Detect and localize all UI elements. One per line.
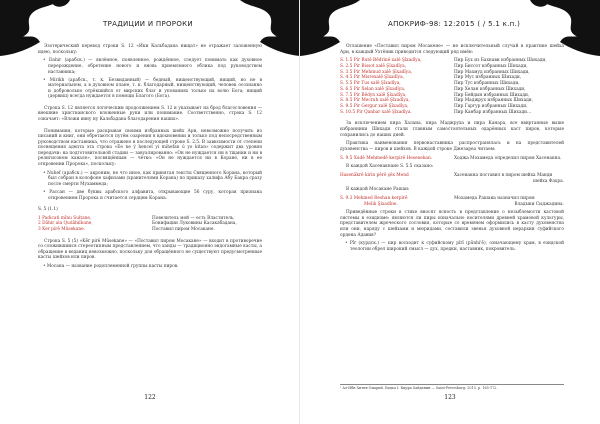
right-body-text (340, 44, 564, 255)
list-original: S. 10.5 Pir Qanbar xalê Şîxadîya. (340, 109, 412, 115)
verse-translation: Владыки Сыджадина. (514, 201, 564, 207)
list-translation: Пир Маджрух избранных Шихади, (454, 98, 534, 104)
list-translation: Пир Мус избранных Шихади, (454, 75, 522, 81)
list-original: S. 6.5 Pir Xelan xalê Şîxadîya, (340, 86, 406, 92)
paragraph: Понимания, которые раскрывая своими избранных шейх Ари, невозможно получить из писаний и книг, они обретаются путём озарения в вдохновении и только под непосредственным руководством наставника, что отражено в последующей строке S. 2.5. В зависимости от степени посвящения адепта эта строка «Ее ne ý hencel yi mihefan ú yo kitan» содержит два уровня передачи: на подготовительной стадии — завуалированно: «Он не нуждается ни в тщании и ни в религиозном канале», посвящённым — чётко: «Он не нуждается ни в Коране, ни в ее откровении Пророка», поскольку: (38, 128, 262, 168)
verse-translation: Бонифации Луковины Касакабадана, (152, 221, 237, 227)
verse-translation: Хасенакна поставил в пиром шейха Манди (454, 173, 553, 179)
list-item: • Mirikh (арабск., т. к. Безвиданный) — бедный, нищенствующий, нищий, но не в материальном, а в духовном плане, т. к. благодарный, нищенствующий, человек осознанно и добровольно отрёкшийся от мирских благ и упованиях только на волю Бога; нищий (дервиш) всегда нуждается в помощи Благого (Бога). (48, 78, 262, 100)
list-translation: Пир Гаргур избранных Шихади, (454, 104, 528, 109)
verse-original: S. 9.3 Mehmed Reshan kerpirê (340, 196, 408, 202)
verse-translation: Поставил пиром Мосакане. (152, 227, 215, 232)
left-body-text (38, 44, 262, 272)
verse-translation: Повелитель мой — есть Властитель, (152, 215, 235, 221)
running-header: ТРАДИЦИИ И ПРОРОКИ (103, 20, 193, 28)
paragraph: В каждой Мосакане Рашан: (346, 187, 410, 193)
list-original: S. 3.5 Pir Mehmud xalê Şîxadîya, (340, 69, 413, 75)
list-row (340, 110, 564, 116)
list-translation: Пир Бух из Бахнави избранных Шихади, (454, 58, 547, 64)
list-translation: Пир Биссот избранных Шихади, (454, 64, 528, 70)
list-item: • Nuhef (арабск.) — акроним, не что иное, как принятая тексты Священного Корана, который был собран в колофоне хафизами (хранителями Корана) по приказу халифа Абу Бакра сразу после смерти Мухаммеда; (48, 171, 262, 188)
paragraph: В каждой Хасенакнане S. 5.5 сказано: (346, 164, 434, 170)
list-original: S. 7.5 Pir Bêdyn xalê Şîxadîya, (340, 92, 407, 98)
list-original: S. 1.5 Pir Rutê Bēdrinê xalê Şîxadîya, (340, 58, 422, 64)
verse-original (340, 179, 450, 185)
paragraph: Приведённые строки в стихе вносят ясность в представление о незыблемости кастовой системы в езидизме: являются ли пиры изначально носителями древней храмовой культуры, представителем жреческого сословия, которые со временем оформились в касту духовенства или они, наряду с шейхами и мюридами, составили звенья духовной иерархии суфийского ордена Адавия? (340, 210, 564, 238)
running-header: АПОКРИФ-98: 12:2015 ( / 5.1 к.п.) (388, 20, 521, 28)
list-original: S. 5.5 Pir Tus xalê Şîxadîya, (340, 81, 401, 87)
footnote: ¹ Ал-Ибн Хитня Омарий. Бидъа I. Кирра Sайданин — Saint-Petersburg: 2015, p. 165-172. (340, 384, 564, 390)
list-item: • Рассан — две буквы арабского алфавита, открывающие 56 суру, которая признана откровением Пророка и считается сердцем Корана. (48, 190, 262, 201)
paragraph: Эзотерический перевод строки S. 12 «Ики Кальбадана нищат» не отражает заложенную идею, поскольку: (38, 44, 262, 55)
verse-ref: S. 5 (1.1) (38, 206, 58, 212)
paragraph: Оглашение «Поставил пиром Мосакене» — не исключительный случай в практике шейха Ари, в каждый Ухтёник приводится следующий ряд имён: (340, 44, 564, 55)
list-original: S. 2.5 Pir Bissot xalê Şîxadîya, (340, 64, 407, 70)
name-list (340, 58, 564, 115)
verse-original: Hasenākrê kirin pêrê şêx Mend (340, 173, 409, 179)
paragraph: За исключением пира Халана, пира Маджруха и пира Канара, все ввиртанные выше избранники Шихади стали главным самостоятельных одарённых каст пиров, которые сохранились до наших дней. (340, 121, 564, 138)
list-item: • Мосанa — название родоплеменной группы касты пиров. (48, 264, 262, 270)
verse-original: S. 9.5 Xudê Mehmedê kerpirê Hesenekan. (340, 155, 433, 161)
verse-original: 3 Ker pirê Mûsekane. (38, 227, 86, 232)
verse-row (38, 227, 262, 233)
list-item: • Dahir (арабск.) — явлённое, появленное, рождённое, следует понимать как духовное перерождение, обретение нового и вновь приемлемого облика под руководством наставника; (48, 58, 262, 75)
list-translation: Пир Канбар избранных Шихади... (454, 109, 532, 115)
verse-translation: Мохамеда Рашана назначил пиром (454, 196, 535, 202)
list-original: S. 4.5 Pir Misrexalê Şîxadîya, (340, 75, 405, 81)
verse-translation: Ходжа Мохамеда определил пиром Хасенакна. (454, 155, 562, 161)
page-number: 122 (144, 394, 156, 401)
list-original: S. 8.5 Pir Mecruh xalê Şîxadîya, (340, 98, 410, 104)
right-page (300, 0, 600, 424)
page-number: 123 (444, 394, 456, 401)
list-item: • Pîr (курдск.) — пир восходит к суфийскому pîrî (pūnhi'ē), означающему храм, в езидской теологии обрел широкий смысл — дух, предки, наставник, покровитель. (350, 241, 564, 252)
paragraph: Строка S. 5 (5) «Kēr pirê Mûsekane» — «Поставил пиром Мосакане» — входит в противоречие со сложившимся стереотипным представлением, что ханды — традиционно эндогамные касты, а обращение в веданиц невозможно, поскольку для обращённого не существуют предусмотренные касты шейхов или пиров. (38, 238, 262, 261)
verse-row (340, 202, 564, 208)
list-original: S. 9.5 Pir Gergur xalê Şîxadîya, (340, 104, 409, 109)
list-translation: Пир Бейдын избранных Шихади, (454, 92, 530, 98)
list-translation: Пир Махмуд избранных Шихади, (454, 69, 530, 75)
verse-original: Melik Şixadîne. (364, 201, 398, 207)
verse-translation: шейха Фахра. (533, 178, 564, 184)
list-translation: Пир Тус избранных Шихади, (454, 81, 520, 87)
list-translation: Пир Хелан избранных Шихади, (454, 86, 526, 92)
paragraph: Строка S. 12 является логическим продолжением S. 12 и указывает на брод благословения — внешние христианского вложенные руки или понимание. Соответственно, строка S. 12 означает: «Вложи вину ну Кальбадана благодарения наших». (38, 105, 262, 122)
verse-original: 1 Padicati mīnu Sultane, (38, 215, 92, 221)
verse-lines (38, 216, 262, 233)
verse-original: 2 Dāhir ala Qudāhilbane, (38, 221, 93, 227)
paragraph: Практика наименования первонаставника распространялась и на представителей духовенства — пиров и шейхов. В каждой строке Джезареа читаем: (340, 141, 564, 152)
